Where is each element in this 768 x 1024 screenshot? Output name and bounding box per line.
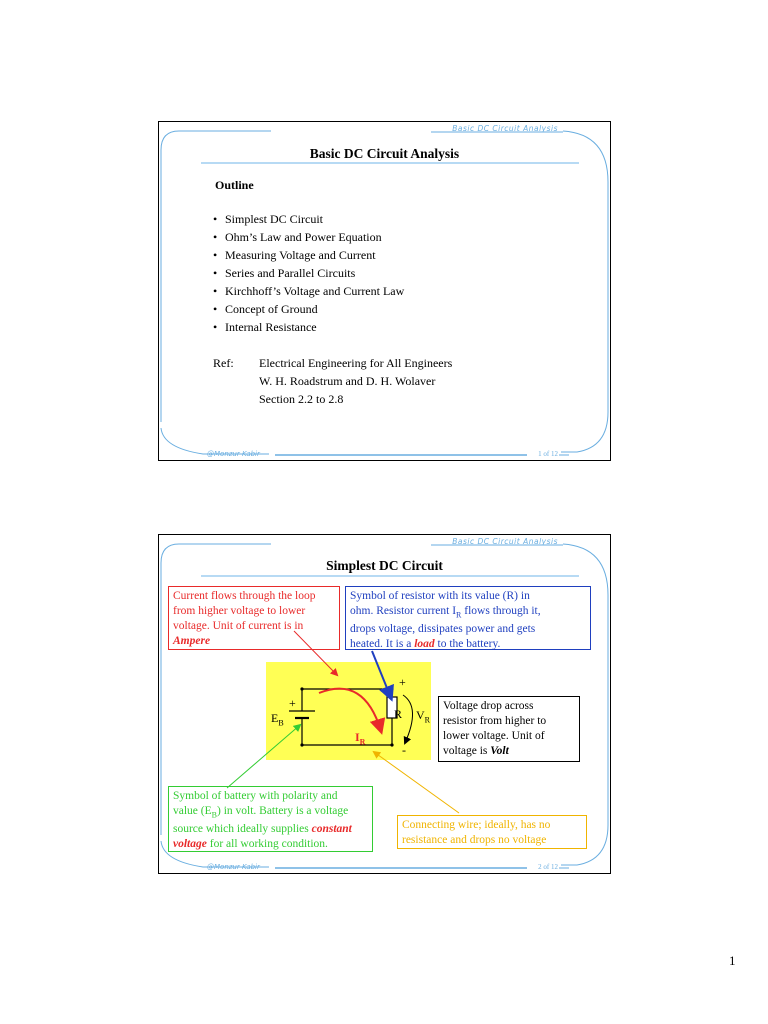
ref-line: Section 2.2 to 2.8	[259, 392, 344, 406]
ref-line: W. H. Roadstrum and D. H. Wolaver	[259, 374, 436, 388]
list-item: • Kirchhoff’s Voltage and Current Law	[213, 282, 404, 300]
list-item: • Series and Parallel Circuits	[213, 264, 404, 282]
connecting-wire-note: Connecting wire; ideally, has no resistance and drops no voltage	[397, 815, 587, 849]
ref-label: Ref:	[213, 356, 234, 370]
slide-basic-dc-circuit-analysis	[158, 121, 611, 461]
footer-author: @Monzur Kabir	[207, 863, 260, 871]
list-item: • Measuring Voltage and Current	[213, 246, 404, 264]
page-number: 1	[729, 953, 736, 968]
outline-heading: Outline	[215, 178, 254, 192]
resistor-plus-label: +	[399, 675, 406, 689]
resistor-r-label: R	[394, 707, 403, 721]
footer-page: 1 of 12	[538, 450, 558, 458]
list-item: • Simplest DC Circuit	[213, 210, 404, 228]
list-item: • Internal Resistance	[213, 318, 404, 336]
footer-page: 2 of 12	[538, 863, 558, 871]
slide-title: Basic DC Circuit Analysis	[309, 146, 460, 161]
slide-simplest-dc-circuit	[158, 534, 611, 874]
battery-eb-label: $E_B$	[271, 711, 284, 728]
resistor-minus-label: -	[402, 743, 406, 757]
vr-label: $V_R$	[416, 708, 431, 725]
current-ir-label: $I_R$	[355, 730, 366, 747]
slide-header: Basic DC Circuit Analysis	[452, 124, 558, 133]
outline-list	[213, 210, 404, 336]
battery-note: Symbol of battery with polarity and value $(E_B)$ in volt. Battery is a voltage source which ideally supplies constant voltage for all working condition.	[168, 786, 373, 852]
current-flow-note: Current flows through the loop from higher voltage to lower voltage. Unit of current is in Ampere	[168, 586, 340, 650]
footer-author: @Monzur Kabir	[207, 450, 260, 458]
ref-line: Electrical Engineering for All Engineers	[259, 356, 453, 370]
resistor-note: Symbol of resistor with its value (R) in ohm. Resistor current $I_R$ flows through it, drops voltage, dissipates power and gets heated. It is a load to the battery.	[345, 586, 591, 650]
voltage-drop-note: Voltage drop across resistor from higher to lower voltage. Unit of voltage is Volt	[438, 696, 580, 762]
battery-plus-label: +	[289, 696, 296, 710]
list-item: • Ohm’s Law and Power Equation	[213, 228, 404, 246]
list-item: • Concept of Ground	[213, 300, 404, 318]
slide-title: Simplest DC Circuit	[326, 558, 443, 573]
slide-header: Basic DC Circuit Analysis	[452, 537, 558, 546]
